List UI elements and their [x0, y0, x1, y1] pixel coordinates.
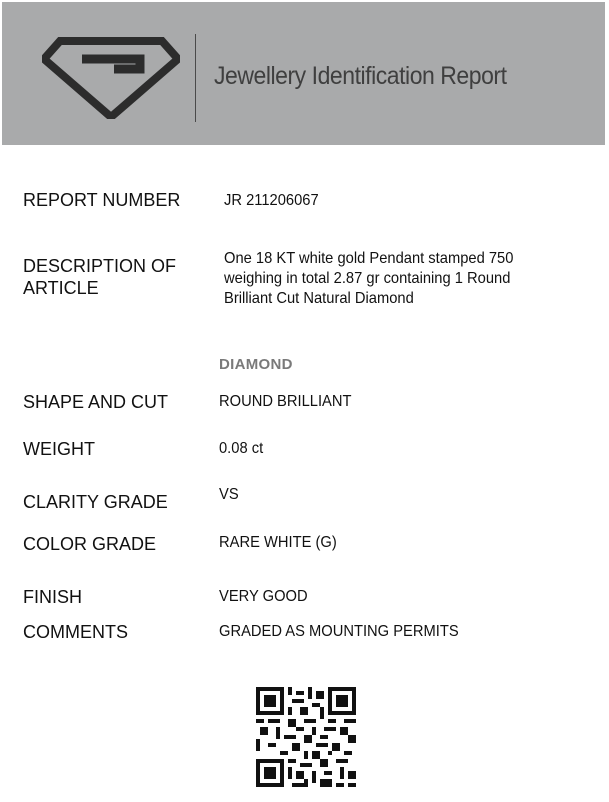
report-number-value: JR 211206067	[224, 192, 319, 209]
diamond-section-title: DIAMOND	[219, 356, 293, 373]
description-line: Brilliant Cut Natural Diamond	[224, 290, 414, 307]
description-line: One 18 KT white gold Pendant stamped 750	[224, 250, 514, 267]
shape-cut-label: SHAPE AND CUT	[23, 392, 169, 412]
header-divider	[195, 34, 196, 122]
finish-value: VERY GOOD	[219, 588, 308, 605]
report-number-label: REPORT NUMBER	[23, 190, 181, 210]
comments-value: GRADED AS MOUNTING PERMITS	[219, 623, 459, 640]
description-line: weighing in total 2.87 gr containing 1 Round	[224, 270, 511, 287]
description-label-line1: DESCRIPTION OF	[23, 256, 177, 276]
description-label-line2: ARTICLE	[23, 278, 99, 298]
clarity-grade-label: CLARITY GRADE	[23, 492, 168, 512]
qr-code-icon	[256, 687, 356, 787]
comments-label: COMMENTS	[23, 622, 128, 642]
report-header	[2, 2, 605, 145]
g-diamond-logo-icon	[42, 37, 180, 119]
report-title: Jewellery Identification Report	[214, 62, 507, 90]
shape-cut-value: ROUND BRILLIANT	[219, 393, 352, 410]
clarity-grade-value: VS	[219, 486, 239, 503]
color-grade-value: RARE WHITE (G)	[219, 534, 337, 551]
finish-label: FINISH	[23, 587, 83, 607]
color-grade-label: COLOR GRADE	[23, 534, 157, 554]
description-text	[224, 249, 513, 309]
weight-value: 0.08 ct	[219, 440, 264, 457]
weight-label: WEIGHT	[23, 439, 95, 459]
